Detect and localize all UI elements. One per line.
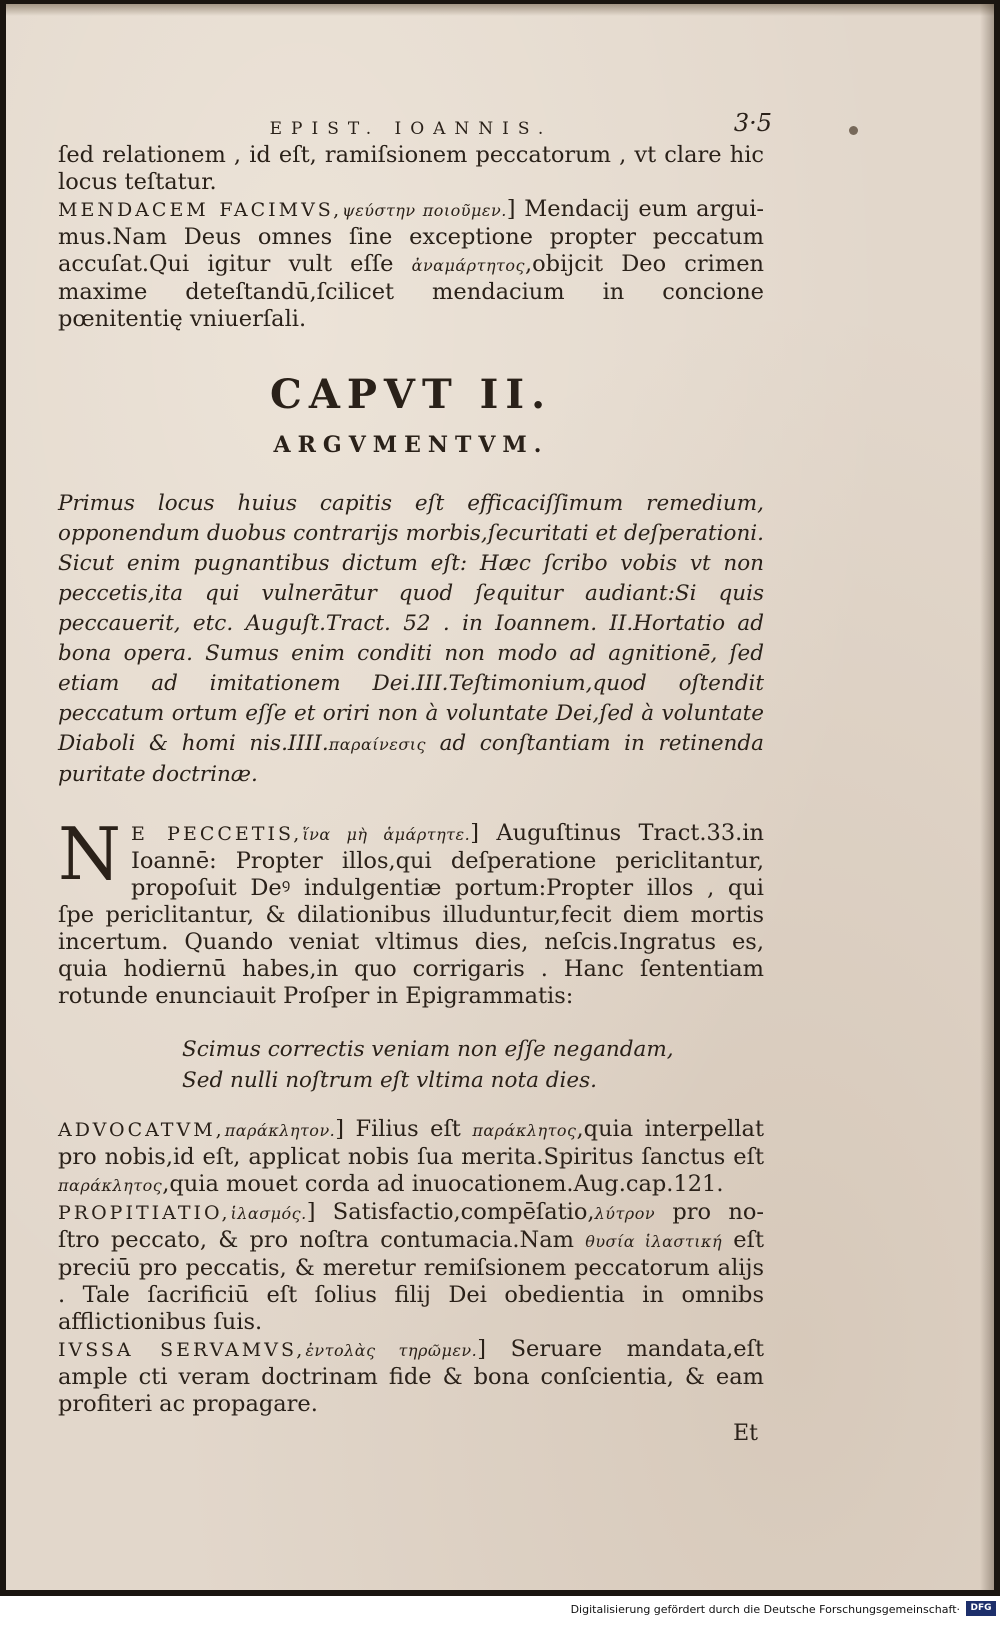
iussa-label: IVSSA SERVAMVS, <box>58 1339 306 1361</box>
intro-line: ſed relationem , id eſt, ramiſsionem peccatorum , vt clare hic locus teſtatur. <box>58 142 764 195</box>
advocatum-greek-3: παράκλητος <box>58 1176 163 1195</box>
mendacem-text-2: ,obijcit Deo crimen maxime deteſtandū,ſcilicet mendacium in concione pœnitentię vniuerſali. <box>58 251 764 332</box>
advocatum-label: ADVOCATVM, <box>58 1119 225 1141</box>
ne-peccetis-block <box>58 812 764 1010</box>
epigram-line-2: Sed nulli noſtrum eſt vltima nota dies. <box>182 1068 597 1093</box>
propitiatio-text-2: pro noſtro peccato, & pro noſtra contumacia.Nam <box>58 1199 765 1253</box>
propitiatio-paragraph <box>58 1199 764 1336</box>
advocatum-text-1: ] Filius eſt <box>335 1116 473 1142</box>
footer-credit: Digitalisierung gefördert durch die Deutsche Forschungsgemeinschaft· <box>570 1603 960 1616</box>
epigram-line-1: Scimus correctis veniam non eſſe negandam, <box>182 1037 674 1062</box>
anamartetos-greek: ἀναμάρτητος <box>411 256 525 275</box>
argument-text: Primus locus huius capitis eſt efficaciſſimum remedium, opponendum duobus contrarijs morbis,ſecuritati et deſperationi. Sicut enim pugnantibus dictum eſt: Hæc ſcribo vobis vt non peccetis,ita qui vulnerātur quod ſequitur audiant:Si quis peccauerit, etc. Auguſt.Tract. 52 . in Ioannem. II.Hortatio ad bona opera. Sumus enim conditi non modo ad agnitionē, ſed etiam ad imitationem Dei.III.Teſtimonium,quod oſtendit peccatum ortum eſſe et oriri non à voluntate Dei,ſed à voluntate Diaboli & homi nis.IIII. <box>58 491 764 756</box>
propitiatio-text-3: eſt preciū pro peccatis, & meretur remiſsionem peccatorum alijs . Tale ſacrificiū eſt ſolius filij Dei obedientia in omnibs afflictionibus ſuis. <box>58 1227 764 1335</box>
book-page <box>6 4 994 1590</box>
iussa-paragraph <box>58 1336 764 1418</box>
intro-paragraph <box>58 142 764 196</box>
running-head-title: EPIST. IOANNIS. <box>269 119 553 139</box>
ne-peccetis-greek: ἵνα μὴ ἁμάρτητε. <box>302 825 471 844</box>
propitiatio-label: PROPITIATIO, <box>58 1202 231 1224</box>
drop-cap: N <box>58 812 121 896</box>
mendacem-text: ] Mendacij eum arguimus.Nam Deus omnes ſine exceptione propter peccatum accuſat.Qui igitur vult eſſe <box>58 196 765 277</box>
advocatum-text-3: ,quia mouet corda ad inuocationem.Aug.cap.121. <box>162 1171 724 1197</box>
digitization-footer <box>0 1596 1000 1625</box>
page-text <box>58 109 772 1447</box>
mendacem-label: MENDACEM FACIMVS, <box>58 199 343 221</box>
argument-greek: παραίνεσις <box>328 735 427 754</box>
ne-peccetis-text: ] Auguſtinus Tract.33.in Ioannē: Propter illos,qui deſperatione periclitantur, propoſuit Deꝰ indulgentiæ portum:Propter illos , qui ſpe periclitantur, & dilationibus illuduntur,fecit diem mortis incertum. Quando veniat vltimus dies, neſcis.Ingratus es, quia hodiernū habes,in quo corrigaris . Hanc ſententiam rotunde enunciauit Proſper in Epigrammatis: <box>58 820 764 1009</box>
iussa-text: ] Seruare mandata,eſt ample cti veram doctrinam fide & bona conſcientia, & eam profiteri ac propagare. <box>58 1336 764 1417</box>
propitiatio-greek-2: λύτρον <box>594 1204 656 1223</box>
page-number: 3·5 <box>733 109 772 137</box>
argument-title: ARGVMENTVM. <box>273 432 549 458</box>
propitiatio-greek-1: ἱλασμός. <box>230 1204 307 1223</box>
page-edge-shadow <box>6 4 994 16</box>
dfg-logo: DFG <box>966 1601 996 1616</box>
running-head <box>58 109 772 142</box>
page-gutter-shadow <box>980 4 994 1590</box>
ne-peccetis-paragraph <box>58 812 764 1010</box>
chapter-title: CAPVT II. <box>269 371 553 418</box>
advocatum-paragraph <box>58 1116 764 1199</box>
ne-peccetis-label: E PECCETIS, <box>131 823 303 845</box>
argument-paragraph <box>58 489 764 790</box>
ink-smudge <box>849 126 858 135</box>
advocatum-greek-2: παράκλητος <box>472 1121 577 1140</box>
mendacem-paragraph <box>58 196 764 333</box>
advocatum-greek-1: παράκλητον. <box>224 1121 336 1140</box>
propitiatio-text-1: ] Satisfactio,compēſatio, <box>306 1199 595 1225</box>
advocatum-text-2: ,quia interpellat pro nobis,id eſt, applicat nobis ſua merita.Spiritus ſanctus eſt <box>58 1116 764 1170</box>
epigram <box>182 1034 764 1096</box>
propitiatio-greek-3: θυσία ἱλαστική <box>585 1232 723 1251</box>
iussa-greek: ἐντολὰς τηρῶμεν. <box>305 1341 478 1360</box>
mendacem-greek: ψεύστην ποιοῦμεν. <box>342 201 507 220</box>
argument-text-2: ad conſtantiam in retinenda puritate doctrinæ. <box>58 731 764 787</box>
catchword: Et <box>733 1421 758 1446</box>
